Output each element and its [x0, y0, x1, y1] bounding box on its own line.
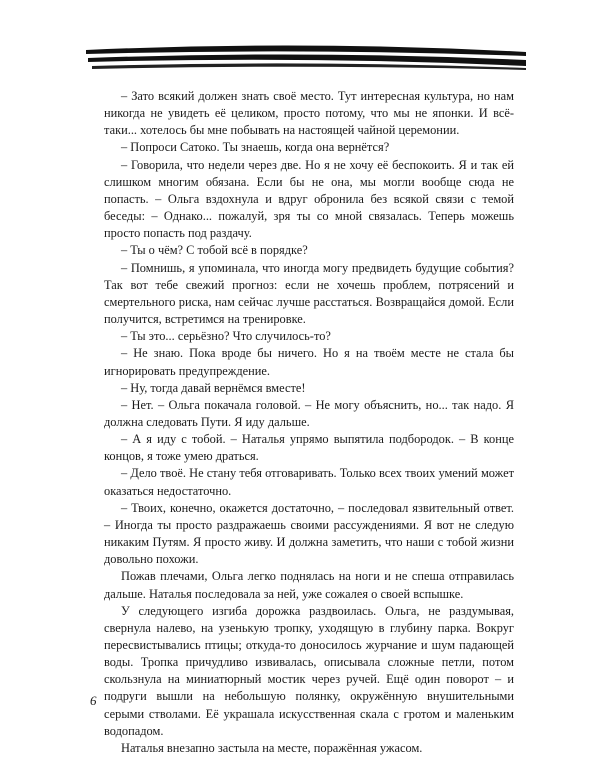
paragraph: – А я иду с тобой. – Наталья упрямо выпятила подбородок. – В конце концов, я тоже умею драться.: [104, 432, 514, 464]
paragraph: Пожав плечами, Ольга легко поднялась на ноги и не спеша отправилась дальше. Наталья последовала за ней, уже сожалея о своей вспышке.: [104, 569, 514, 601]
header-decorative-rule: [86, 44, 526, 74]
paragraph: – Зато всякий должен знать своё место. Тут интересная культура, но нам никогда не увидеть её целиком, просто потому, что мы не японки. И всё-таки... хотелось бы мне побывать на настоящей чайной церемонии.: [104, 89, 514, 138]
paragraph: – Нет. – Ольга покачала головой. – Не могу объяснить, но... так надо. Я должна следовать Пути. Я иду дальше.: [104, 397, 514, 429]
paragraph: – Попроси Сатоко. Ты знаешь, когда она вернётся?: [121, 140, 390, 155]
paragraph: – Говорила, что недели через две. Но я не хочу её беспокоить. Я и так ей слишком многим обязана. Если бы не она, мы могли вообще сюда не попасть. – Ольга вздохнула и вдруг обронила без всякой связи с темой беседы: – Однако... пожалуй, зря ты со мной связалась. Теперь можешь просто попасть под раздачу.: [104, 157, 514, 241]
body-text: [104, 88, 514, 757]
paragraph: У следующего изгиба дорожка раздвоилась. Ольга, не раздумывая, свернула налево, на узенькую тропку, уходящую в глубину парка. Вокруг пересвистывались птицы; откуда-то доносилось журчание и шум падающей воды. Тропка причудливо извивалась, описывала сложные петли, потом скользнула на миниатюрный мостик через ручей. Ещё один поворот – и подруги вышли на небольшую полянку, окружённую внушительными серыми стволами. Её украшала искусственная скала с гротом и маленьким водопадом.: [104, 603, 514, 738]
paragraph: – Помнишь, я упоминала, что иногда могу предвидеть будущие события? Так вот тебе свежий прогноз: если не хочешь проблем, потрясений и смертельного риска, нам сейчас лучше расстаться. Возвращайся домой. Если получится, встретимся на тренировке.: [104, 260, 514, 327]
paragraph: Наталья внезапно застыла на месте, поражённая ужасом.: [121, 740, 423, 755]
paragraph: – Дело твоё. Не стану тебя отговаривать. Только всех твоих умений может оказаться недостаточно.: [104, 466, 514, 498]
page-number: 6: [90, 693, 97, 708]
paragraph: – Ты это... серьёзно? Что случилось-то?: [121, 329, 331, 344]
paragraph: – Ты о чём? С тобой всё в порядке?: [121, 243, 308, 258]
paragraph: – Твоих, конечно, окажется достаточно, – последовал язвительный ответ. – Иногда ты просто раздражаешь своими рассуждениями. Я вот не следую никаким Путям. Я просто живу. И должна заметить, что наши с тобой жизни довольно похожи.: [104, 500, 514, 567]
paragraph: – Ну, тогда давай вернёмся вместе!: [121, 380, 306, 395]
paragraph: – Не знаю. Пока вроде бы ничего. Но я на твоём месте не стала бы игнорировать предупреждение.: [104, 346, 514, 378]
